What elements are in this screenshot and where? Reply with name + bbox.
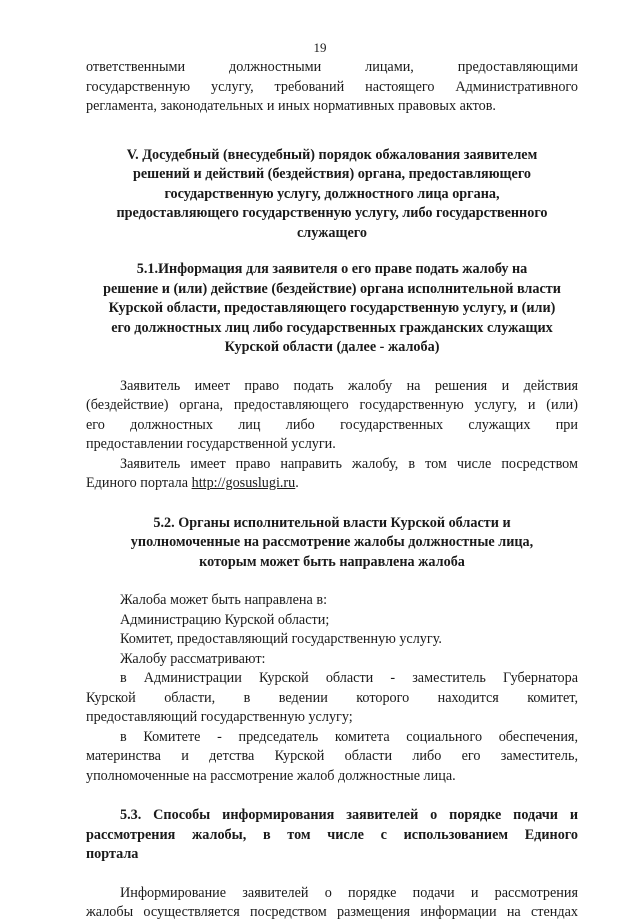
text-line: жалобы осуществляется посредством размещения информации на стендах (86, 904, 578, 920)
text-line: уполномоченные на рассмотрение жалоб должностные лица. (86, 767, 456, 784)
document-body (86, 58, 578, 923)
text-line: Информирование заявителей о порядке подачи и рассмотрения (120, 884, 578, 901)
page-number: 19 (313, 40, 327, 55)
portal-label: Единого портала (86, 475, 192, 491)
list-item: Жалобу рассматривают: (120, 650, 266, 667)
text-line: Заявитель имеет право подать жалобу на решения и действия (120, 377, 578, 394)
gosuslugi-link[interactable]: http://gosuslugi.ru (191, 475, 296, 491)
heading-line: его должностных лиц либо государственных гражданских служащих (111, 319, 553, 336)
heading-line: служащего (296, 224, 367, 241)
heading-line: которым может быть направлена жалоба (199, 553, 465, 570)
heading-line: предоставляющего государственную услугу, либо государственного (116, 205, 548, 221)
section-5-heading (86, 146, 578, 244)
text-line (86, 474, 578, 494)
heading-line: решение и (или) действие (бездействие) органа исполнительной власти (103, 280, 561, 297)
subsection-5-1-heading (86, 260, 578, 358)
text-line: Заявитель имеет право направить жалобу, в том числе посредством (120, 455, 578, 472)
heading-line: Курской области, предоставляющего государственную услугу, и (или) (108, 300, 556, 316)
text-line: материнства и детства Курской области либо его заместитель, (86, 748, 578, 764)
heading-line: Курской области (далее - жалоба) (224, 339, 440, 355)
heading-line: рассмотрения жалобы, в том числе с использованием Единого (86, 826, 578, 843)
text-line: в Администрации Курской области - заместитель Губернатора (120, 670, 578, 686)
heading-line: решений и действий (бездействия) органа, предоставляющего (132, 166, 532, 182)
subsection-5-1-paragraph-2 (86, 455, 578, 494)
heading-line: 5.2. Органы исполнительной власти Курской области и (153, 514, 511, 531)
sentence-end: . (295, 475, 299, 491)
subsection-5-1-paragraph-1 (86, 377, 578, 455)
list-item: Администрацию Курской области; (120, 611, 330, 628)
reviewer-committee-paragraph (86, 728, 578, 787)
heading-line: государственную услугу, должностного лица органа, (164, 185, 500, 202)
heading-line: V. Досудебный (внесудебный) порядок обжалования заявителем (126, 146, 538, 163)
text-line: предоставлении государственной услуги. (86, 436, 336, 452)
list-item: Жалоба может быть направлена в: (120, 592, 328, 608)
text-line: государственную услугу, требований настоящего Административного (86, 78, 578, 95)
text-line: ответственными должностными лицами, предоставляющими (86, 59, 578, 75)
subsection-5-3-heading (86, 806, 578, 865)
subsection-5-3-paragraph (86, 884, 578, 923)
text-line: предоставляющий государственную услугу; (86, 709, 353, 725)
text-line: в Комитете - председатель комитета социального обеспечения, (120, 728, 578, 745)
intro-paragraph (86, 58, 578, 117)
heading-line: уполномоченные на рассмотрение жалобы должностные лица, (130, 534, 534, 550)
text-line: его должностных лиц либо государственных служащих при (86, 416, 578, 433)
heading-line: 5.3. Способы информирования заявителей о порядке подачи и (120, 807, 578, 823)
heading-line: 5.1.Информация для заявителя о его праве подать жалобу на (136, 261, 528, 277)
subsection-5-2-heading (86, 514, 578, 573)
subsection-5-2-list (86, 591, 578, 669)
reviewer-admin-paragraph (86, 669, 578, 728)
text-line: Курской области, в ведении которого находится комитет, (86, 689, 578, 706)
text-line: регламента, законодательных и иных нормативных правовых актов. (86, 98, 496, 114)
heading-line: портала (86, 846, 139, 862)
text-line: (бездействие) органа, предоставляющего государственную услугу, и (или) (86, 397, 578, 413)
list-item: Комитет, предоставляющий государственную услугу. (120, 631, 442, 647)
